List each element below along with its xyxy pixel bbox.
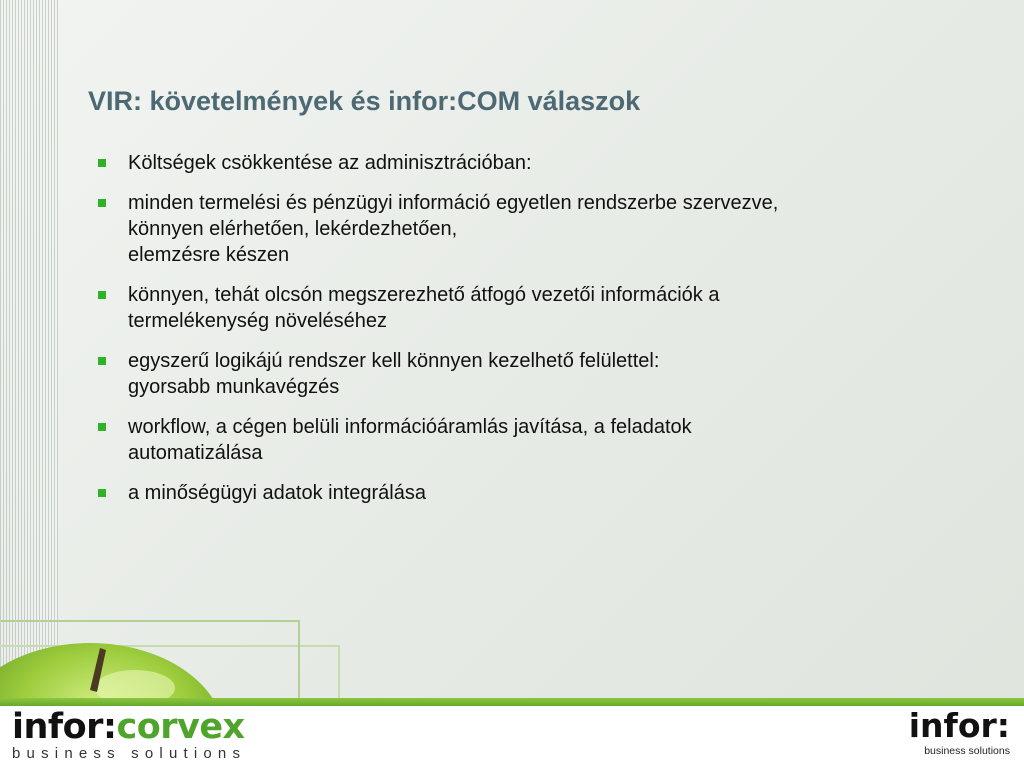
footer-accent-bar (0, 698, 1024, 706)
square-bullet-icon (98, 291, 106, 299)
bullet-text: termelékenység növeléséhez (128, 310, 388, 332)
bullet-item (98, 348, 998, 400)
square-bullet-icon (98, 357, 106, 365)
square-bullet-icon (98, 423, 106, 431)
bullet-item (98, 190, 998, 268)
logo-wordmark: infor:corvex (12, 707, 245, 747)
logo-tagline: business solutions (12, 745, 247, 762)
square-bullet-icon (98, 199, 106, 207)
square-bullet-icon (98, 489, 106, 497)
infor-corvex-logo (12, 709, 292, 764)
slide-title: VIR: követelmények és infor:COM válaszok (88, 86, 641, 116)
bullet-text: minden termelési és pénzügyi információ egyetlen rendszerbe szervezve, (128, 192, 779, 214)
square-bullet-icon (98, 159, 106, 167)
bullet-text: gyorsabb munkavégzés (128, 376, 340, 398)
bullet-text: Költségek csökkentése az adminisztrációban: (128, 152, 532, 174)
bullet-text: automatizálása (128, 442, 263, 464)
decorative-stripes (0, 0, 58, 700)
bullet-item (98, 150, 998, 176)
bullet-list (98, 150, 998, 520)
bullet-item (98, 282, 998, 334)
bullet-text: elemzésre készen (128, 244, 290, 266)
bullet-item (98, 480, 998, 506)
bullet-text: a minőségügyi adatok integrálása (128, 482, 426, 504)
bullet-text: workflow, a cégen belüli információáramlás javítása, a feladatok (128, 416, 692, 438)
bullet-text: könnyen elérhetően, lekérdezhetően, (128, 218, 458, 240)
logo-tagline: business solutions (924, 745, 1010, 757)
bullet-item (98, 414, 998, 466)
logo-wordmark: infor: (908, 706, 1010, 745)
bullet-text: egyszerű logikájú rendszer kell könnyen kezelhető felülettel: (128, 350, 660, 372)
infor-logo (890, 708, 1010, 762)
bullet-text: könnyen, tehát olcsón megszerezhető átfogó vezetői információk a (128, 284, 720, 306)
